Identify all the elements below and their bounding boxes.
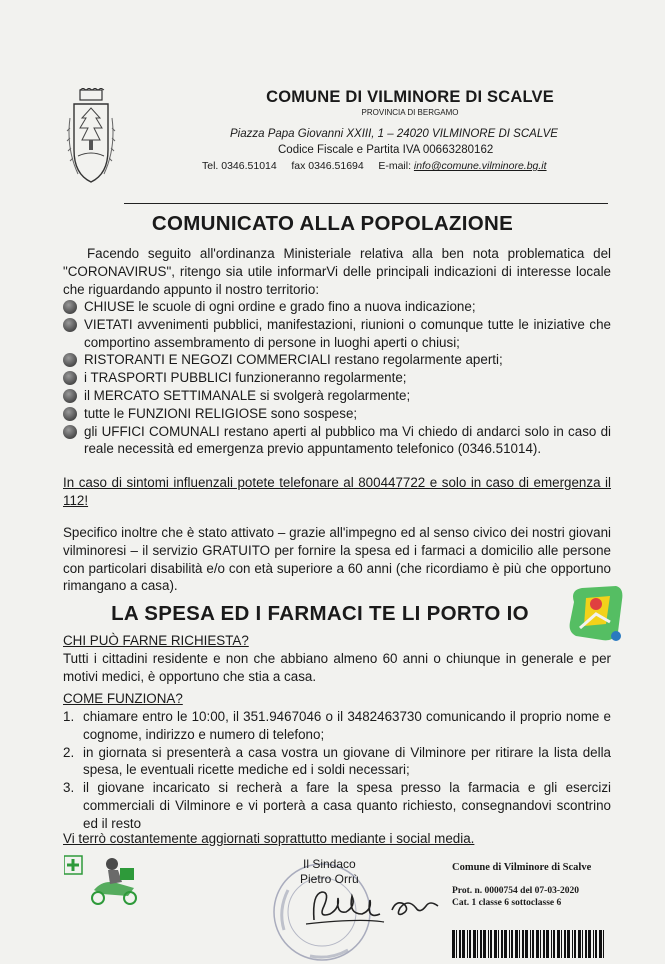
letterhead bbox=[200, 88, 620, 117]
list-item: 1. chiamare entro le 10:00, il 351.9467046 o il 3482463730 comunicando il proprio nome e cognome, indirizzo e numero di telefono; bbox=[63, 709, 611, 742]
steps-list bbox=[63, 708, 611, 833]
header-divider bbox=[124, 203, 608, 204]
municipality-title: COMUNE DI VILMINORE DI SCALVE bbox=[266, 88, 554, 106]
list-item: i TRASPORTI PUBBLICI funzioneranno regolarmente; bbox=[63, 369, 611, 387]
list-item: 3. il giovane incaricato si recherà a fare la spesa presso la farmacia e gli esercizi commerciali di Vilminore e vi porterà a casa quanto richiesto, consegnandovi scontrino ed il resto bbox=[63, 780, 611, 831]
notice-title: COMUNICATO ALLA POPOLAZIONE bbox=[151, 212, 514, 235]
address: Piazza Papa Giovanni XXIII, 1 – 24020 VILMINORE DI SCALVE bbox=[230, 128, 558, 140]
bullet-dot-icon bbox=[63, 300, 77, 314]
bullet-dot-icon bbox=[63, 389, 77, 403]
scooter-icon bbox=[64, 848, 142, 906]
bullet-dot-icon bbox=[63, 353, 77, 367]
email-link[interactable]: info@comune.vilminore.bg.it bbox=[413, 160, 547, 172]
list-item: CHIUSE le scuole di ogni ordine e grado fino a nuova indicazione; bbox=[63, 298, 611, 316]
coat-of-arms-icon bbox=[66, 88, 116, 188]
delivery-service-title: LA SPESA ED I FARMACI TE LI PORTO IO bbox=[111, 602, 529, 625]
protocol-stamp bbox=[452, 862, 591, 909]
email-label: E-mail: bbox=[378, 160, 411, 172]
fax: fax 0346.51694 bbox=[291, 160, 364, 172]
emergency-notice: In caso di sintomi influenzali potete telefonare al 800447722 e solo in caso di emergenza il 112! bbox=[63, 475, 611, 508]
barcode-icon bbox=[452, 930, 608, 958]
who-can-request-text: Tutti i cittadini residente e non che abbiano almeno 60 anni o chiunque in generale e per motivi medici, è opportuno che stia a casa. bbox=[63, 651, 611, 684]
fiscal-code: Codice Fiscale e Partita IVA 00663280162 bbox=[278, 144, 494, 156]
measures-list bbox=[63, 298, 611, 458]
list-item: tutte le FUNZIONI RELIGIOSE sono sospese; bbox=[63, 405, 611, 423]
mayor-block bbox=[300, 857, 359, 887]
mayor-name: Pietro Orrù bbox=[300, 872, 359, 886]
mayor-role: Il Sindaco bbox=[302, 857, 356, 871]
who-can-request-heading: CHI PUÒ FARNE RICHIESTA? bbox=[63, 633, 249, 648]
mayor-signature bbox=[300, 884, 450, 930]
list-item: 2. in giornata si presenterà a casa vostra un giovane di Vilminore per ritirare la lista della spesa, le eventuali ricette mediche ed i soldi necessari; bbox=[63, 744, 611, 778]
bullet-dot-icon bbox=[63, 407, 77, 421]
list-item: gli UFFICI COMUNALI restano aperti al pubblico ma Vi chiedo di andarci solo in caso di reale necessità ed emergenza previo appuntamento telefonico (0346.51014). bbox=[63, 423, 611, 459]
bullet-dot-icon bbox=[63, 425, 77, 439]
telephone: Tel. 0346.51014 bbox=[202, 160, 277, 172]
contact-line bbox=[202, 160, 547, 172]
how-it-works-heading: COME FUNZIONA? bbox=[63, 691, 183, 706]
province: PROVINCIA DI BERGAMO bbox=[361, 108, 459, 117]
service-description: Specifico inoltre che è stato attivato – grazie all'impegno ed al senso civico dei nostri giovani vilminoresi – il servizio GRATUITO per fornire la spesa ed i farmaci a domicilio alle persone con particolari disabilità e/o con età superiore a 60 anni (che ricordiamo è più che opportuno rimangano a casa). bbox=[63, 525, 611, 594]
list-item: VIETATI avvenimenti pubblici, manifestazioni, riunioni o comunque tutte le iniziative che comportino assembramento di persone in luoghi aperti o chiusi; bbox=[63, 316, 611, 352]
bullet-dot-icon bbox=[63, 318, 77, 332]
protocol-number: Prot. n. 0000754 del 07-03-2020 bbox=[452, 886, 580, 896]
protocol-office: Comune di Vilminore di Scalve bbox=[452, 862, 592, 873]
closing-note: Vi terrò costantemente aggiornati soprattutto mediante i social media. bbox=[63, 831, 475, 846]
bullet-dot-icon bbox=[63, 371, 77, 385]
notice-intro: Facendo seguito all'ordinanza Ministeriale relativa alla ben nota problematica del "CORONAVIRUS", ritengo sia utile informarVi delle principali indicazioni di interesse locale che riguardando appunto il nostro territorio: bbox=[63, 246, 611, 297]
protocol-class: Cat. 1 classe 6 sottoclasse 6 bbox=[452, 898, 562, 908]
list-item: il MERCATO SETTIMANALE si svolgerà regolarmente; bbox=[63, 387, 611, 405]
list-item: RISTORANTI E NEGOZI COMMERCIALI restano regolarmente aperti; bbox=[63, 351, 611, 369]
